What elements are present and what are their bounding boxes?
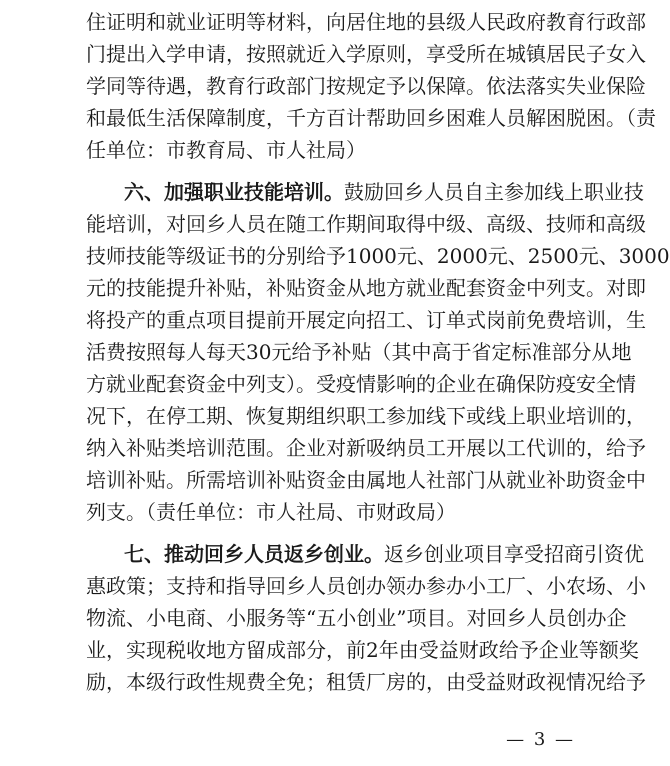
text-line: 任单位：市教育局、市人社局） — [86, 138, 366, 162]
text-line: 纳入补贴类培训范围。企业对新吸纳员工开展以工代训的，给予 — [86, 436, 646, 460]
text-span: 鼓励回乡人员自主参加线上职业技 — [344, 180, 644, 204]
text-line: 惠政策；支持和指导回乡人员创办领办参办小工厂、小农场、小 — [86, 574, 646, 598]
text-line: 门提出入学申请，按照就近入学原则，享受所在城镇居民子女入 — [86, 42, 646, 66]
text-line: 业，实现税收地方留成部分，前2年由受益财政给予企业等额奖 — [86, 638, 639, 662]
section-seven-first-line — [124, 538, 644, 570]
text-line: 方就业配套资金中列支）。受疫情影响的企业在确保防疫安全情 — [86, 372, 636, 396]
text-line: 技师技能等级证书的分别给予1000元、2000元、2500元、3000 — [86, 244, 670, 268]
text-line: 况下，在停工期、恢复期组织职工参加线下或线上职业培训的， — [86, 404, 646, 428]
section-six-first-line — [124, 176, 644, 208]
text-line: 活费按照每人每天30元给予补贴（其中高于省定标准部分从地 — [86, 340, 632, 364]
text-line: 将投产的重点项目提前开展定向招工、订单式岗前免费培训，生 — [86, 308, 646, 332]
text-line: 元的技能提升补贴，补贴资金从地方就业配套资金中列支。对即 — [86, 276, 646, 300]
text-line: 学同等待遇，教育行政部门按规定予以保障。依法落实失业保险 — [86, 74, 646, 98]
section-heading: 六、加强职业技能培训。 — [124, 180, 344, 204]
text-line: 和最低生活保障制度，千方百计帮助回乡困难人员解困脱困。（责 — [86, 106, 656, 130]
section-heading: 七、推动回乡人员返乡创业。 — [124, 542, 384, 566]
text-line: 住证明和就业证明等材料，向居住地的县级人民政府教育行政部 — [86, 10, 646, 34]
text-line: 物流、小电商、小服务等“五小创业”项目。对回乡人员创办企 — [86, 606, 627, 630]
text-line: 培训补贴。所需培训补贴资金由属地人社部门从就业补助资金中 — [86, 468, 646, 492]
text-span: 返乡创业项目享受招商引资优 — [384, 542, 644, 566]
text-line: 能培训，对回乡人员在随工作期间取得中级、高级、技师和高级 — [86, 212, 646, 236]
text-line: 列支。（责任单位：市人社局、市财政局） — [86, 500, 456, 524]
text-line: 励，本级行政性规费全免；租赁厂房的，由受益财政视情况给予 — [86, 670, 646, 694]
page-number: — 3 — — [506, 729, 575, 750]
